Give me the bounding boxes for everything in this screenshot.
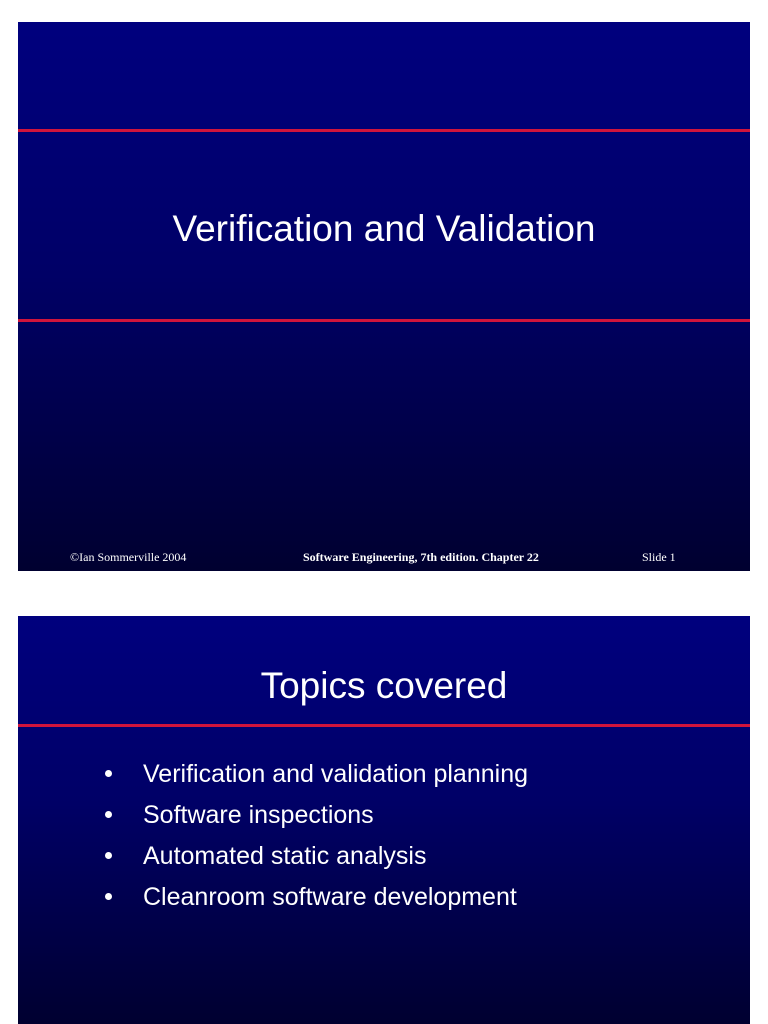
list-item-label: Automated static analysis — [143, 842, 427, 870]
title-red-rule — [18, 724, 750, 727]
slide-1 — [18, 22, 750, 571]
footer-copyright: ©Ian Sommerville 2004 — [70, 550, 187, 564]
bullet-icon — [105, 893, 112, 900]
bullet-icon — [105, 811, 112, 818]
bullet-icon — [105, 770, 112, 777]
bottom-red-rule — [18, 319, 750, 322]
list-item-label: Verification and validation planning — [143, 760, 528, 788]
list-item — [98, 836, 528, 877]
list-item — [98, 795, 528, 836]
slide-2 — [18, 616, 750, 1024]
footer-slide-number: Slide 1 — [642, 550, 676, 564]
topics-list — [98, 754, 528, 918]
list-item-label: Cleanroom software development — [143, 883, 517, 911]
slide-title: Verification and Validation — [172, 208, 596, 249]
slide-title: Topics covered — [260, 665, 508, 706]
bullet-icon — [105, 852, 112, 859]
footer-book-title: Software Engineering, 7th edition. Chapter 22 — [303, 550, 539, 564]
top-red-rule — [18, 129, 750, 132]
list-item — [98, 877, 528, 918]
list-item — [98, 754, 528, 795]
list-item-label: Software inspections — [143, 801, 374, 829]
